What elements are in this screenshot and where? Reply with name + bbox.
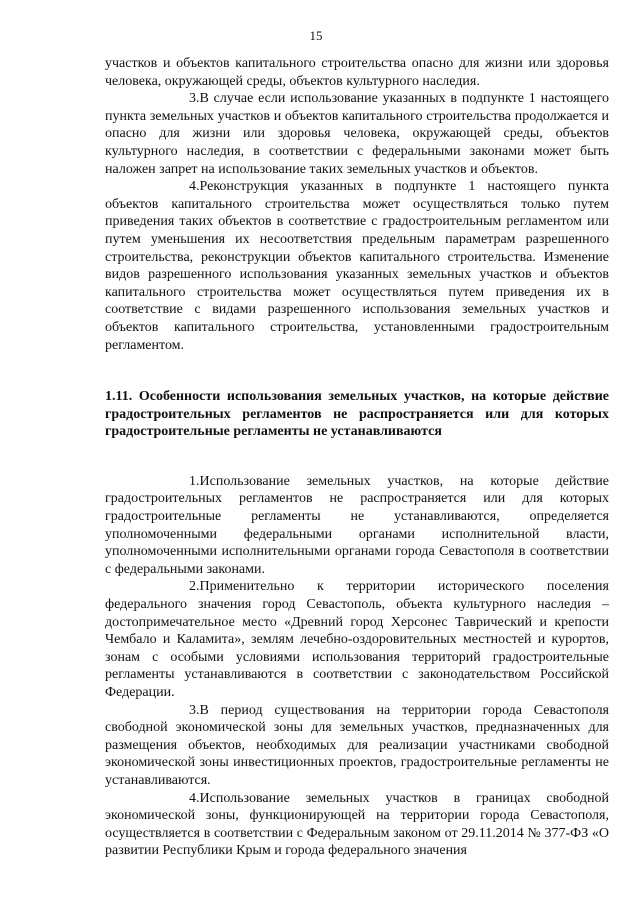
page-number: 15 [309, 28, 323, 43]
paragraph-number: 4. [189, 179, 200, 195]
paragraph-text: Реконструкция указанных в подпункте 1 настоящего пункта объектов капитального строительства может осуществляться только путем приведения таких объектов в соответствие с градостроительным регламентом или путем уменьшения их несоответствия предельным параметрам разрешенного строительства, реконструкции объектов капитального строительства. Изменение видов разрешенного использования указанных земельных участков и объектов капитального строительства может осуществляться путем приведения их в соответствие с видами разрешенного использования земельных участков и объектов капитального строительства, установленными градостроительным регламентом. [105, 179, 609, 353]
paragraph-number: 2. [189, 579, 200, 595]
paragraph-text: Использование земельных участков в границах свободной экономической зоны, функционирующей на территории города Севастополя, осуществляется в соответствии с Федеральным законом от 29.11.2014 № 377-ФЗ «О развитии Республики Крым и города федерального значения [105, 790, 609, 859]
paragraph-text: Использование земельных участков, на которые действие градостроительных регламентов не распространяется или для которых градостроительные регламенты не устанавливаются, определяется уполномоченными федеральными органами исполнительной власти, уполномоченными исполнительными органами города Севастополя в соответствии с федеральными законами. [105, 473, 609, 577]
paragraph-number: 1. [189, 473, 200, 489]
section-paragraph-3 [105, 702, 609, 790]
paragraph-3 [105, 90, 609, 178]
paragraph-number: 4. [189, 790, 200, 806]
paragraph-number: 3. [189, 702, 200, 718]
section-paragraph-1 [105, 473, 609, 579]
paragraph-text: В период существования на территории города Севастополя свободной экономической зоны для земельных участков, предназначенных для размещения объектов, необходимых для реализации участниками свободной экономической зоны инвестиционных проектов, градостроительные регламенты не устанавливаются. [105, 702, 609, 788]
paragraph-4 [105, 178, 609, 354]
section-paragraph-4 [105, 790, 609, 860]
continuation-paragraph: участков и объектов капитального строительства опасно для жизни или здоровья человека, окружающей среды, объектов культурного наследия. [105, 56, 609, 89]
paragraph-text: В случае если использование указанных в подпункте 1 настоящего пункта земельных участков и объектов капитального строительства продолжается и опасно для жизни или здоровья человека, окружающей среды, объектов культурного наследия, в соответствии с федеральными законами может быть наложен запрет на использование таких земельных участков и объектов. [105, 91, 609, 177]
document-body [105, 55, 609, 860]
section-heading: 1.11. Особенности использования земельных участков, на которые действие градостроительных регламентов не распространяется или для которых градостроительные регламенты не устанавливаются [105, 389, 609, 440]
paragraph-number: 3. [189, 91, 200, 107]
section-paragraph-2 [105, 578, 609, 701]
paragraph-text: Применительно к территории исторического поселения федерального значения город Севастополь, объекта культурного наследия – достопримечательное место «Древний город Херсонес Таврический и крепости Чембало и Каламита», землям лечебно-оздоровительных местностей и курортов, зонам с особыми условиями использования территорий градостроительные регламенты устанавливаются в соответствии с законодательством Российской Федерации. [105, 579, 609, 700]
